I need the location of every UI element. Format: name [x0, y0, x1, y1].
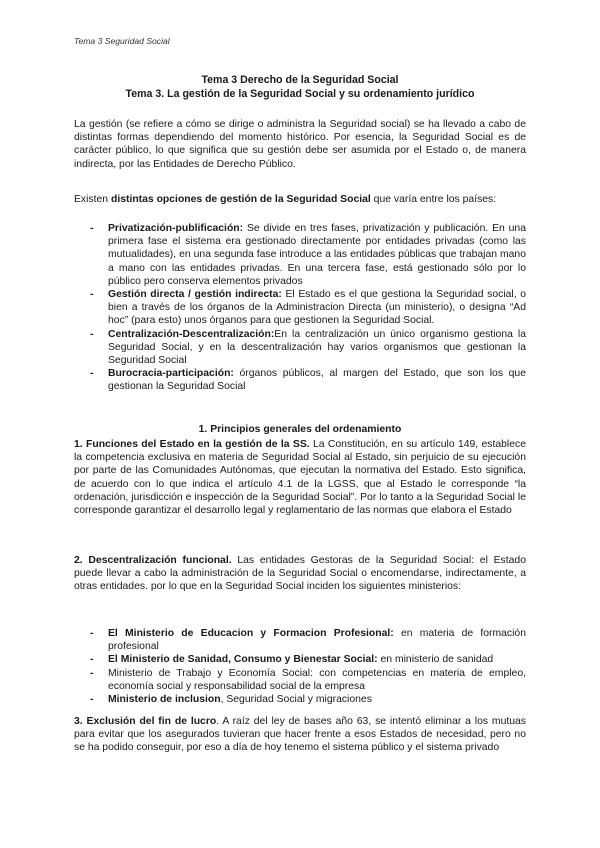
options-intro-pre: Existen — [74, 194, 111, 205]
list-item — [74, 328, 526, 368]
ministry-text: en ministerio de sanidad — [377, 654, 494, 666]
paragraph-nonprofit — [74, 715, 526, 755]
ministries-list — [74, 627, 526, 706]
option-term: Privatización-publificación: — [108, 223, 244, 234]
document-title: Tema 3 Derecho de la Seguridad Social — [201, 74, 399, 86]
section-heading: 1. Principios generales del ordenamiento — [198, 424, 402, 435]
list-item — [74, 667, 526, 693]
ministry-text: en materia de formación profesional — [108, 628, 526, 653]
paragraph-text: La Constitución, en su artículo 149, establece la competencia exclusiva en materia de Seguridad Social al Estado, sin perjuicio de su ejecución por parte de las Comunidades Autónomas, que ejecutan la normativa del Estado. Esto significa, de acuerdo con lo que indica el artículo 4.1 de la LGSS, que al Estado le corresponde “la ordenación, jurisdicción e inspección de la Seguridad Social”. Por lo tanto a la Seguridad Social le corresponde garantizar el desarrollo legal y reglamentario de las normas que elabora el Estado — [74, 439, 526, 517]
ministry-name: El Ministerio de Educacion y Formacion Profesional: — [108, 628, 394, 639]
running-header: Tema 3 Seguridad Social — [74, 36, 170, 46]
ministry-text: Ministerio de Trabajo y Economía Social: con competencias en materia de empleo, economía social y responsabilidad social de la empresa — [108, 667, 526, 692]
list-item — [74, 693, 526, 706]
option-text: En la centralización un único organismo gestiona la Seguridad Social, y en la descentralización hay varios organismos que gestionan la Seguridad Social — [108, 328, 526, 367]
ministry-name: El Ministerio de Sanidad, Consumo y Bienestar Social: — [108, 654, 378, 666]
paragraph-state-functions — [74, 438, 526, 517]
management-options-list — [74, 222, 526, 394]
document-subtitle: Tema 3. La gestión de la Seguridad Social y su ordenamiento jurídico — [125, 87, 475, 100]
option-term: Burocracia-participación: — [108, 368, 234, 380]
ministry-text: , Seguridad Social y migraciones — [220, 694, 372, 706]
paragraph-text: . A raíz del ley de bases año 63, se intentó eliminar a los mutuas para evitar que los asegurados tuvieran que hacer frente a esos Estados de necesidad, pero no se ha podido conseguir, por eso a día de hoy tenemo el sistema público y el sistema privado — [74, 716, 526, 754]
option-text: órganos públicos, al margen del Estado, que son los que gestionan la Seguridad Social — [108, 368, 526, 393]
options-intro-bold: distintas opciones de gestión de la Seguridad Social — [110, 194, 371, 205]
option-text: Se divide en tres fases, privatización y publicación. En una primera fase el sistema era gestionado directamente por entidades privadas (como las mutualidades), en una segunda fase introduce a las entidades públicas que trabajan mano a mano con las entidades privadas. En una tercera fase, está gestionado sólo por lo público pero conserva elementos privados — [108, 223, 526, 287]
option-term: Gestión directa / gestión indirecta: — [108, 289, 282, 301]
document-title-block — [74, 74, 526, 101]
paragraph-lead: 1. Funciones del Estado en la gestión de la SS. — [74, 439, 310, 450]
list-item — [74, 627, 526, 653]
list-item — [74, 653, 526, 666]
list-item — [74, 222, 526, 288]
options-intro-paragraph — [74, 193, 526, 206]
option-text: El Estado es el que gestiona la Seguridad social, o bien a través de los órganos de la Administracion Directa (un ministerio), o designa “Ad hoc” (para esto) unos órganos para que gestionen la Seguridad Social. — [108, 289, 526, 327]
options-intro-post: que varía entre los países: — [370, 194, 497, 205]
paragraph-decentralization — [74, 554, 526, 594]
intro-paragraph: La gestión (se refiere a cómo se dirige o administra la Seguridad social) se ha llevado a cabo de distintas formas dependiendo del momento histórico. Por esencia, la Seguridad Social es de carácter público, lo que significa que su gestión debe ser asumida por el Estado o, de manera indirecta, por las Entidades de Derecho Público. — [74, 119, 526, 170]
ministry-name: Ministerio de inclusion — [108, 694, 221, 706]
paragraph-text: Las entidades Gestoras de la Seguridad Social: el Estado puede llevar a cabo la administración de la Seguridad Social o encomendarse, indirectamente, a otras entidades. por lo que en la Seguridad Social inciden los siguientes ministerios: — [74, 555, 526, 593]
option-term: Centralización-Descentralización: — [108, 328, 275, 340]
paragraph-lead: 3. Exclusión del fin de lucro — [74, 716, 217, 727]
list-item — [74, 288, 526, 328]
paragraph-lead: 2. Descentralización funcional. — [74, 555, 232, 566]
list-item — [74, 367, 526, 393]
